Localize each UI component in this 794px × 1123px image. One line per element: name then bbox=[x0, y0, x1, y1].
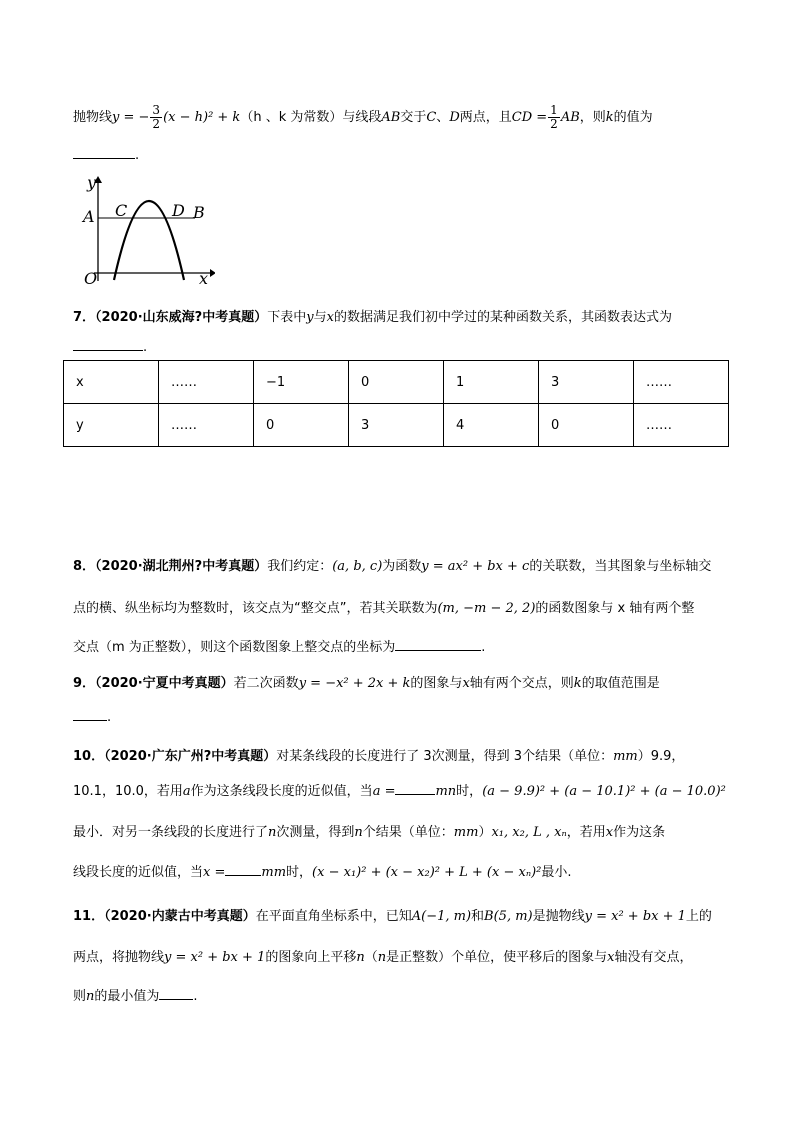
fraction-three-halves: $\frac{3}{2}$ bbox=[152, 103, 161, 131]
q6-line1: 抛物线y = − $\frac{3}{2}$ (x − h)² + k（h 、k 为常数）与线段AB交于C、D两点，且CD = $\frac{1}{2}$ AB，则k的值为 bbox=[73, 103, 653, 131]
table-row bbox=[64, 361, 729, 404]
y-axis-label: y bbox=[87, 173, 97, 192]
table-cell: …… bbox=[159, 361, 254, 404]
q9-line1: 9．（2020·宁夏中考真题）若二次函数y = −x² + 2x + k的图象与x轴有两个交点，则k的取值范围是 bbox=[73, 676, 660, 691]
q8-line2: 点的横、纵坐标均为整数时，该交点为“整交点”，若其关联数为(m, −m − 2, 2)的函数图象与 x 轴有两个整 bbox=[73, 601, 695, 616]
answer-blank[interactable] bbox=[225, 863, 261, 876]
q10-line1: 10．（2020·广东广州?中考真题）对某条线段的长度进行了 3次测量，得到 3个结果（单位：mm）9.9， bbox=[73, 749, 685, 764]
q7-line1: 7．（2020·山东威海?中考真题）下表中y与x的数据满足我们初中学过的某种函数关系，其函数表达式为 bbox=[73, 310, 672, 325]
answer-blank[interactable] bbox=[73, 146, 135, 159]
point-b-label: B bbox=[193, 203, 205, 222]
point-a-label: A bbox=[83, 207, 95, 226]
table-cell: 0 bbox=[539, 404, 634, 447]
value-table bbox=[63, 360, 729, 447]
q10-line2: 10.1，10.0，若用a作为这条线段长度的近似值，当a = mn时，(a − 9.9)² + (a − 10.1)² + (a − 10.0)² bbox=[73, 784, 726, 799]
point-d-label: D bbox=[172, 201, 185, 220]
answer-blank[interactable] bbox=[73, 338, 143, 351]
q8-line3: 交点（m 为正整数），则这个函数图象上整交点的坐标为 . bbox=[73, 640, 486, 655]
x-axis-arrow bbox=[210, 269, 215, 277]
origin-label: O bbox=[84, 269, 98, 285]
q8-line1: 8．（2020·湖北荆州?中考真题）我们约定：(a, b, c)为函数y = ax² + bx + c的关联数，当其图象与坐标轴交 bbox=[73, 559, 712, 574]
answer-blank[interactable] bbox=[395, 782, 435, 795]
x-axis-label: x bbox=[199, 269, 209, 285]
table-cell: y bbox=[64, 404, 159, 447]
q11-line1: 11．（2020·内蒙古中考真题）在平面直角坐标系中，已知A(−1, m)和B(5, m)是抛物线y = x² + bx + 1上的 bbox=[73, 909, 712, 924]
q6-answer-line: . bbox=[73, 146, 139, 163]
q9-answer-line: . bbox=[73, 708, 111, 725]
answer-blank[interactable] bbox=[73, 708, 107, 721]
table-row bbox=[64, 404, 729, 447]
table-cell: 1 bbox=[444, 361, 539, 404]
point-c-label: C bbox=[115, 201, 128, 220]
fraction-one-half: $\frac{1}{2}$ bbox=[550, 103, 558, 131]
table-cell: 0 bbox=[254, 404, 349, 447]
q10-line4: 线段长度的近似值，当x = mm时，(x − x₁)² + (x − x₂)² + L + (x − xₙ)²最小. bbox=[73, 865, 572, 880]
table-cell: 0 bbox=[349, 361, 444, 404]
parabola-figure bbox=[80, 170, 215, 285]
table-cell: 4 bbox=[444, 404, 539, 447]
table-cell: −1 bbox=[254, 361, 349, 404]
q10-line3: 最小．对另一条线段的长度进行了n次测量，得到n个结果（单位：mm）x₁, x₂, L , xₙ，若用x作为这条 bbox=[73, 825, 666, 840]
table-cell: 3 bbox=[349, 404, 444, 447]
table-cell: …… bbox=[634, 361, 729, 404]
table-cell: x bbox=[64, 361, 159, 404]
q7-answer-line: . bbox=[73, 338, 147, 355]
table-cell: …… bbox=[159, 404, 254, 447]
q11-line2: 两点，将抛物线y = x² + bx + 1的图象向上平移n（n是正整数）个单位，使平移后的图象与x轴没有交点， bbox=[73, 950, 693, 965]
table-cell: …… bbox=[634, 404, 729, 447]
q11-line3: 则n的最小值为 . bbox=[73, 989, 198, 1004]
answer-blank[interactable] bbox=[395, 638, 481, 651]
table-cell: 3 bbox=[539, 361, 634, 404]
answer-blank[interactable] bbox=[159, 987, 193, 1000]
